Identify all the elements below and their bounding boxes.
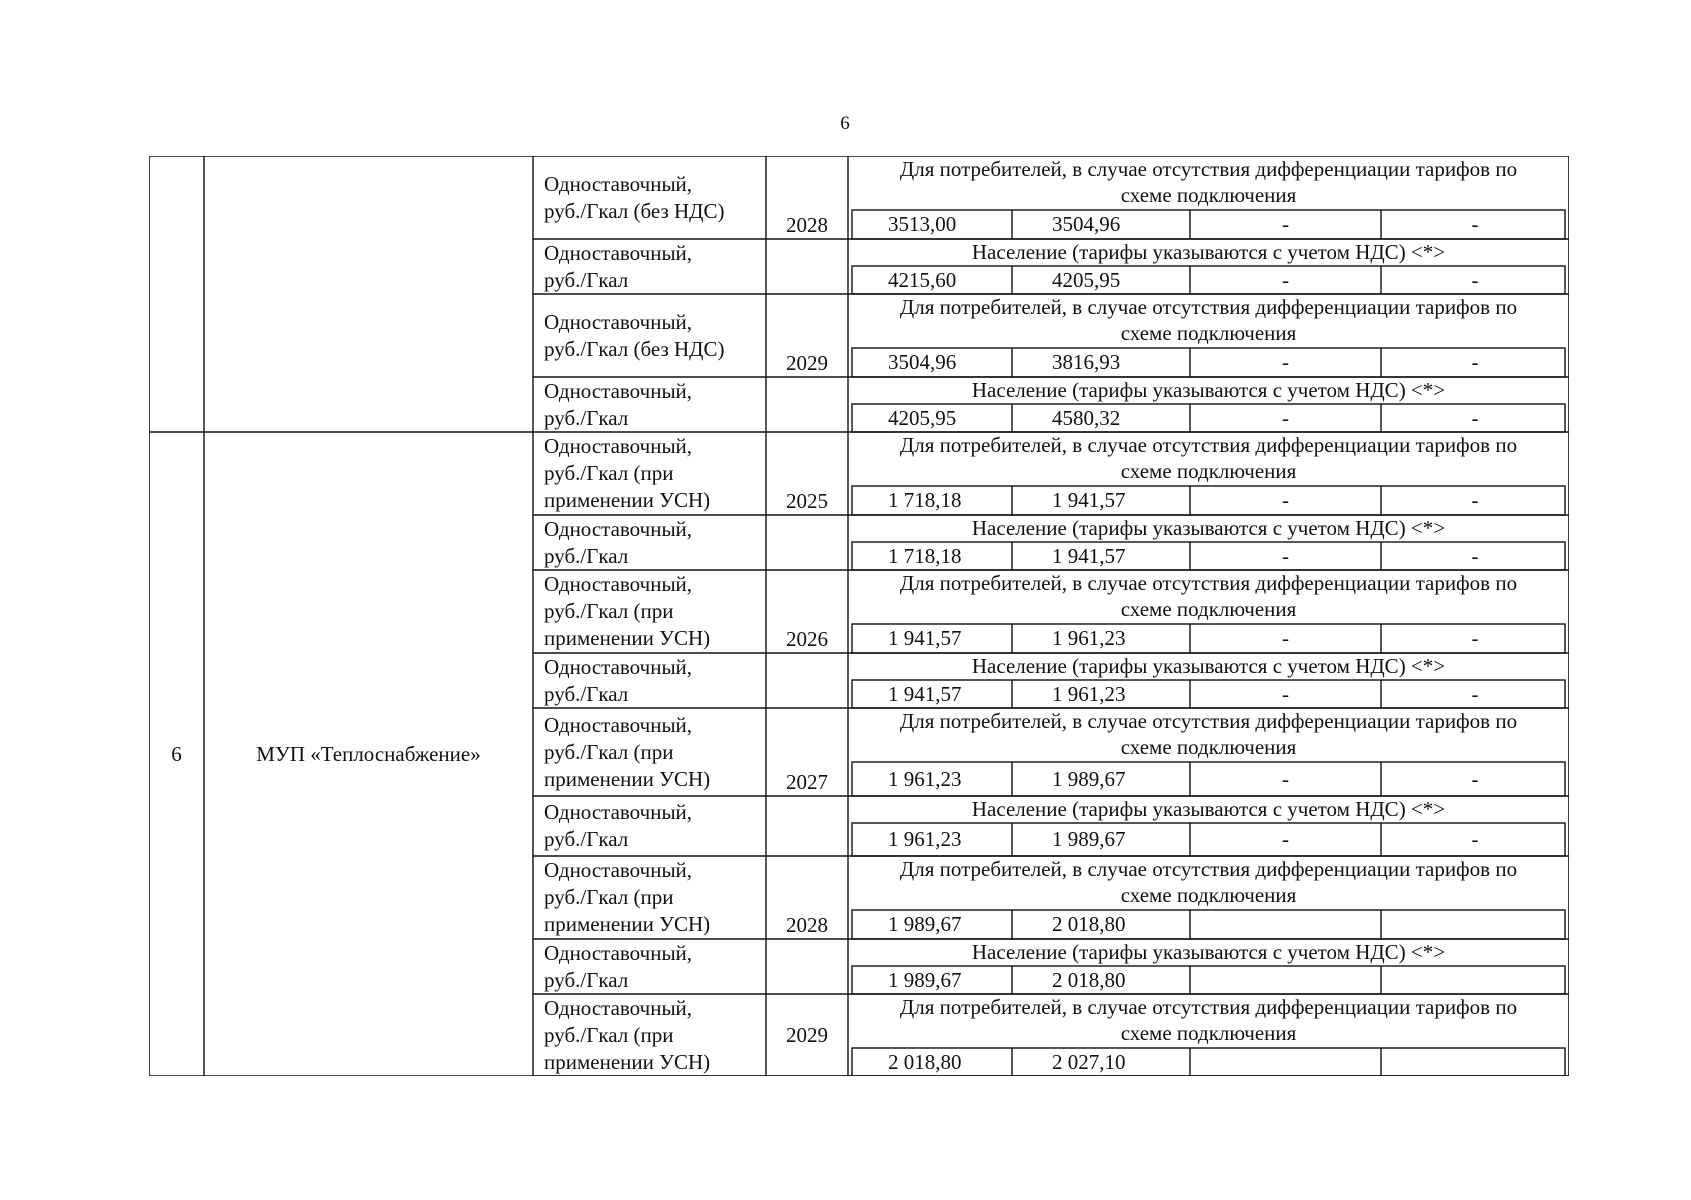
tariff-value — [1052, 540, 1190, 572]
unit-cell-text: Одноставочный, руб./Гкал — [544, 800, 693, 851]
consumers-label-line1-text: Для потребителей, в случае отсутствия дифференциации тарифов по — [899, 571, 1518, 595]
unit-cell — [533, 570, 777, 653]
tariff-value — [1230, 908, 1381, 941]
consumers-label-line1-text: Для потребителей, в случае отсутствия дифференциации тарифов по — [899, 433, 1518, 457]
consumers-label-line1 — [848, 294, 1569, 322]
tariff-value — [1052, 678, 1190, 710]
tariff-value — [888, 908, 1012, 941]
tariff-value — [888, 402, 1012, 434]
tariff-value — [888, 264, 1012, 296]
tariff-value — [1230, 1046, 1381, 1078]
tariff-value — [1052, 760, 1190, 798]
tariff-value-text: 2 027,10 — [1052, 1049, 1126, 1074]
tariff-value — [888, 484, 1012, 517]
dash-value-text: - — [1471, 405, 1479, 430]
unit-cell-text: Одноставочный, руб./Гкал (при применении УСН) — [544, 858, 711, 936]
consumers-label-line2-text: схеме подключения — [1120, 183, 1297, 207]
tariff-value-text: 2 018,80 — [888, 1049, 962, 1074]
year-cell-text: 2029 — [786, 350, 828, 375]
unit-cell-text: Одноставочный, руб./Гкал — [544, 240, 693, 292]
year-cell — [766, 856, 848, 994]
tariff-value — [888, 622, 1012, 655]
consumers-label-line1 — [848, 856, 1569, 884]
tariff-value-text: 1 718,18 — [888, 488, 962, 512]
tariff-value — [1052, 622, 1190, 655]
unit-cell — [533, 239, 777, 294]
dash-value — [1190, 678, 1381, 710]
dash-value-text: - — [1471, 488, 1479, 512]
dash-value-text: - — [1471, 212, 1479, 236]
unit-cell — [533, 994, 777, 1076]
tariff-value-text: 1 989,67 — [888, 967, 962, 992]
tariff-value-text: 3513,00 — [888, 212, 957, 236]
consumers-label-line1 — [848, 156, 1569, 184]
organization-name — [204, 156, 533, 432]
dash-value — [1381, 402, 1569, 434]
dash-value — [1190, 484, 1381, 517]
consumers-label-line1-text: Для потребителей, в случае отсутствия дифференциации тарифов по — [899, 995, 1518, 1019]
dash-value-text: - — [1471, 350, 1479, 374]
dash-value — [1190, 264, 1381, 296]
unit-cell-text: Одноставочный, руб./Гкал — [544, 378, 693, 430]
tariff-value-text: 1 989,67 — [1052, 827, 1126, 851]
year-cell-text: 2028 — [786, 212, 828, 237]
tariff-value — [1052, 1046, 1190, 1078]
tariff-value — [888, 540, 1012, 572]
tariff-value — [888, 821, 1012, 858]
organization-name — [204, 432, 533, 1076]
consumers-label-line2-text: схеме подключения — [1120, 321, 1297, 345]
year-cell — [766, 432, 848, 570]
dash-value — [1190, 540, 1381, 572]
tariff-value-text: 3816,93 — [1052, 350, 1121, 374]
tariff-value-text: 1 941,57 — [1052, 488, 1126, 512]
dash-value-text: - — [1282, 827, 1289, 851]
year-cell-text: 2027 — [786, 769, 828, 794]
population-label — [848, 515, 1569, 543]
unit-cell-text: Одноставочный, руб./Гкал (при применении УСН) — [544, 995, 711, 1074]
consumers-label-line2-text: схеме подключения — [1120, 1021, 1297, 1045]
consumers-label-line2 — [848, 596, 1569, 624]
tariff-value-text: 3504,96 — [1052, 212, 1121, 236]
tariff-value — [1052, 964, 1190, 996]
consumers-label-line2 — [848, 458, 1569, 486]
unit-cell-text: Одноставочный, руб./Гкал (при применении УСН) — [544, 712, 711, 791]
population-label-text: Население (тарифы указываются с учетом НДС) <*> — [971, 516, 1446, 540]
dash-value — [1381, 821, 1569, 858]
dash-value-text: - — [1282, 766, 1289, 791]
tariff-value-text: 1 989,67 — [888, 912, 962, 936]
year-cell-text: 2026 — [786, 626, 828, 651]
row-number — [149, 156, 204, 432]
unit-cell — [533, 377, 777, 432]
row-number-text: 6 — [171, 741, 182, 766]
unit-cell — [533, 856, 777, 939]
unit-cell-text: Одноставочный, руб./Гкал (при применении УСН) — [544, 572, 711, 650]
dash-value — [1381, 678, 1569, 710]
tariff-value-text: 1 941,57 — [888, 626, 962, 650]
dash-value-text: - — [1282, 405, 1289, 430]
page-number: 6 — [840, 113, 850, 134]
consumers-label-line1 — [848, 432, 1569, 460]
tariff-value — [888, 1046, 1012, 1078]
dash-value-text: - — [1282, 350, 1289, 374]
unit-cell-text: Одноставочный, руб./Гкал (без НДС) — [544, 171, 725, 223]
dash-value-text: - — [1471, 827, 1479, 851]
population-label — [848, 939, 1569, 967]
unit-cell — [533, 939, 777, 994]
tariff-value-text: 1 941,57 — [888, 681, 962, 706]
population-label-text: Население (тарифы указываются с учетом НДС) <*> — [971, 940, 1446, 964]
consumers-label-line1-text: Для потребителей, в случае отсутствия дифференциации тарифов по — [899, 857, 1518, 881]
tariff-value-text: 2 018,80 — [1052, 967, 1126, 992]
year-cell — [766, 156, 848, 294]
dash-value-text: - — [1471, 766, 1479, 791]
population-label — [848, 653, 1569, 681]
year-cell-text: 2025 — [786, 488, 828, 513]
consumers-label-line1 — [848, 994, 1569, 1022]
unit-cell-text: Одноставочный, руб./Гкал (при применении УСН) — [544, 434, 711, 512]
tariff-value-text: 2 018,80 — [1052, 912, 1126, 936]
tariff-value — [1052, 908, 1190, 941]
population-label — [848, 239, 1569, 267]
consumers-label-line2 — [848, 734, 1569, 762]
consumers-label-line2-text: схеме подключения — [1120, 459, 1297, 483]
tariff-value — [1052, 484, 1190, 517]
unit-cell — [533, 708, 777, 796]
dash-value — [1190, 208, 1381, 241]
unit-cell — [533, 515, 777, 570]
dash-value-text: - — [1471, 267, 1479, 292]
unit-cell-text: Одноставочный, руб./Гкал — [544, 516, 693, 568]
year-cell-text: 2029 — [786, 1022, 828, 1047]
organization-name-text: МУП «Теплоснабжение» — [256, 741, 481, 766]
tariff-value — [888, 208, 1012, 241]
unit-cell — [533, 156, 777, 239]
consumers-label-line2 — [848, 1020, 1569, 1048]
tariff-table — [149, 156, 1569, 1076]
consumers-label-line1 — [848, 570, 1569, 598]
unit-cell — [533, 294, 777, 377]
tariff-value-text: 4205,95 — [888, 405, 957, 430]
dash-value — [1381, 208, 1569, 241]
tariff-value — [1230, 964, 1381, 996]
tariff-value-text: 4215,60 — [888, 267, 957, 292]
tariff-value — [888, 964, 1012, 996]
tariff-value — [1052, 402, 1190, 434]
year-cell — [766, 570, 848, 708]
tariff-value-text: 1 941,57 — [1052, 543, 1126, 568]
dash-value-text: - — [1471, 543, 1479, 568]
consumers-label-line2-text: схеме подключения — [1120, 597, 1297, 621]
year-cell-text: 2028 — [786, 912, 828, 937]
tariff-value-text: 1 961,23 — [1052, 626, 1126, 650]
population-label-text: Население (тарифы указываются с учетом НДС) <*> — [971, 797, 1446, 821]
unit-cell — [533, 432, 777, 515]
tariff-value-text: 1 961,23 — [888, 766, 962, 791]
unit-cell-text: Одноставочный, руб./Гкал (без НДС) — [544, 309, 725, 361]
dash-value — [1190, 821, 1381, 858]
year-cell — [766, 294, 848, 432]
tariff-value — [888, 760, 1012, 798]
population-label — [848, 377, 1569, 405]
tariff-value — [1421, 964, 1569, 996]
dash-value — [1190, 346, 1381, 379]
dash-value-text: - — [1282, 488, 1289, 512]
tariff-value — [1421, 1046, 1569, 1078]
consumers-label-line2 — [848, 182, 1569, 210]
dash-value — [1381, 760, 1569, 798]
consumers-label-line1 — [848, 708, 1569, 736]
dash-value — [1381, 540, 1569, 572]
tariff-value — [1052, 208, 1190, 241]
dash-value — [1190, 760, 1381, 798]
dash-value — [1381, 264, 1569, 296]
year-cell — [766, 994, 848, 1076]
population-label-text: Население (тарифы указываются с учетом НДС) <*> — [971, 654, 1446, 678]
consumers-label-line2-text: схеме подключения — [1120, 735, 1297, 759]
dash-value — [1190, 622, 1381, 655]
dash-value — [1381, 484, 1569, 517]
unit-cell — [533, 653, 777, 708]
dash-value-text: - — [1282, 626, 1289, 650]
tariff-value — [1421, 908, 1569, 941]
consumers-label-line1-text: Для потребителей, в случае отсутствия дифференциации тарифов по — [899, 295, 1518, 319]
dash-value-text: - — [1282, 681, 1289, 706]
unit-cell — [533, 796, 777, 856]
consumers-label-line2 — [848, 882, 1569, 910]
tariff-value-text: 1 989,67 — [1052, 766, 1126, 791]
consumers-label-line1-text: Для потребителей, в случае отсутствия дифференциации тарифов по — [899, 709, 1518, 733]
population-label — [848, 796, 1569, 824]
dash-value-text: - — [1282, 543, 1289, 568]
dash-value-text: - — [1282, 267, 1289, 292]
tariff-value — [1052, 264, 1190, 296]
dash-value — [1381, 346, 1569, 379]
unit-cell-text: Одноставочный, руб./Гкал — [544, 654, 693, 706]
unit-cell-text: Одноставочный, руб./Гкал — [544, 940, 693, 992]
tariff-value-text: 1 718,18 — [888, 543, 962, 568]
year-cell — [766, 708, 848, 856]
consumers-label-line2 — [848, 320, 1569, 348]
tariff-value-text: 1 961,23 — [1052, 681, 1126, 706]
population-label-text: Население (тарифы указываются с учетом НДС) <*> — [971, 240, 1446, 264]
dash-value-text: - — [1471, 681, 1479, 706]
population-label-text: Население (тарифы указываются с учетом НДС) <*> — [971, 378, 1446, 402]
consumers-label-line1-text: Для потребителей, в случае отсутствия дифференциации тарифов по — [899, 157, 1518, 181]
dash-value — [1190, 402, 1381, 434]
consumers-label-line2-text: схеме подключения — [1120, 883, 1297, 907]
tariff-value-text: 4580,32 — [1052, 405, 1121, 430]
tariff-value — [1052, 821, 1190, 858]
dash-value-text: - — [1282, 212, 1289, 236]
row-number — [149, 432, 204, 1076]
tariff-value-text: 4205,95 — [1052, 267, 1121, 292]
tariff-value — [888, 346, 1012, 379]
tariff-value-text: 3504,96 — [888, 350, 957, 374]
tariff-value — [1052, 346, 1190, 379]
dash-value-text: - — [1471, 626, 1479, 650]
dash-value — [1381, 622, 1569, 655]
tariff-value-text: 1 961,23 — [888, 827, 962, 851]
tariff-value — [888, 678, 1012, 710]
